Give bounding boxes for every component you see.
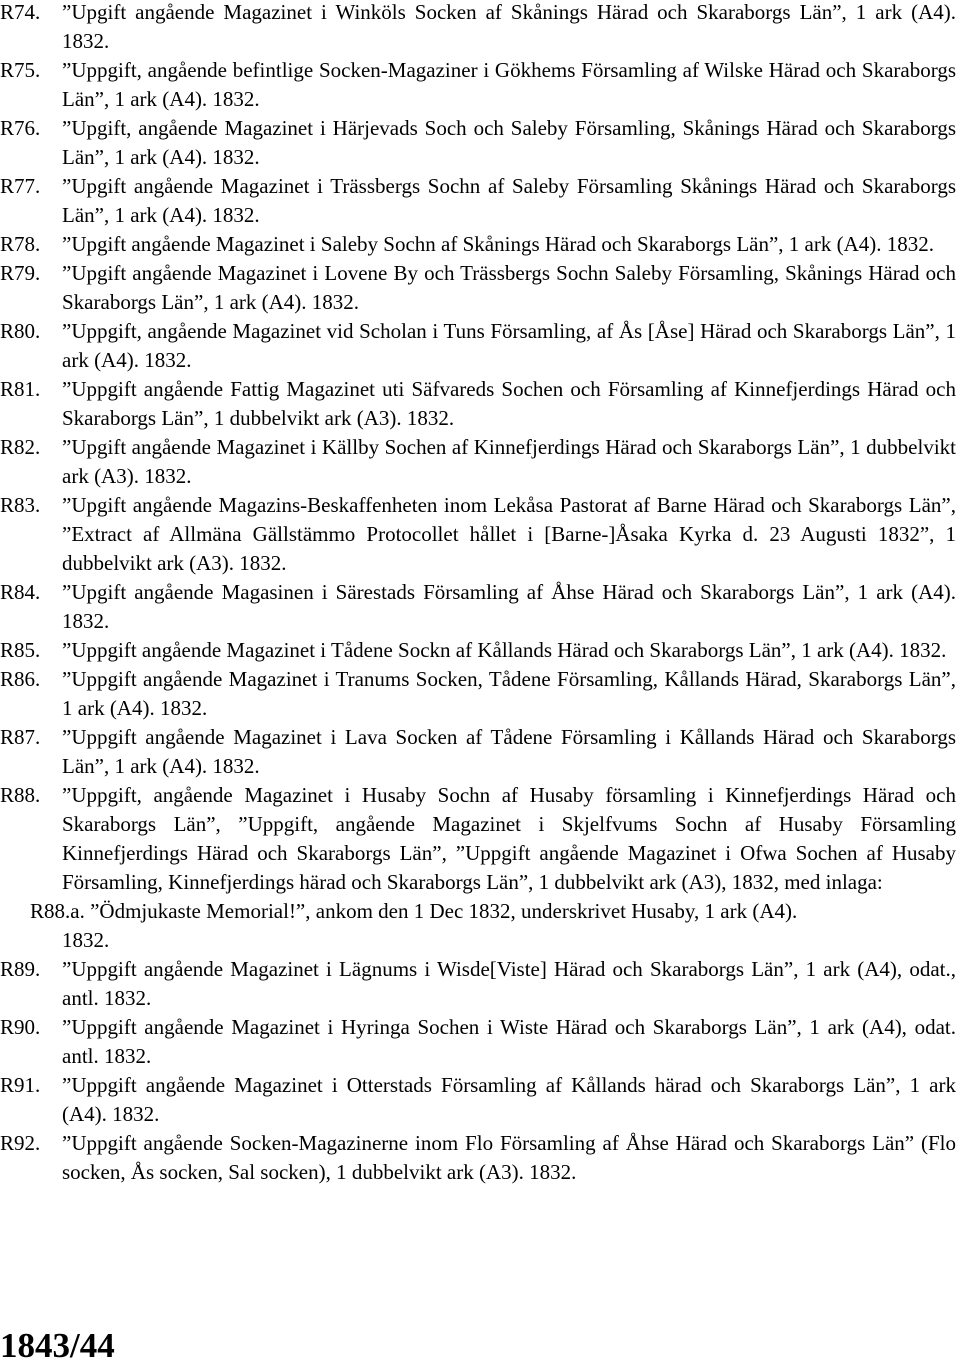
- entry-text: ”Uppgift angående Magazinet i Lava Socken af Tådene Församling i Kållands Härad och Skaraborgs Län”, 1 ark (A4). 1832.: [62, 725, 956, 778]
- entry-code: R79.: [0, 261, 41, 285]
- list-item-r85: [0, 636, 960, 665]
- list-item-r89: [0, 955, 960, 1013]
- list-item-r76: [0, 114, 960, 172]
- list-item-r87: [0, 723, 960, 781]
- entry-text: ”Upgift angående Magazinet i Winköls Socken af Skånings Härad och Skaraborgs Län”, 1 ark (A4). 1832.: [62, 0, 956, 53]
- entry-text: ”Uppgift angående Magazinet i Tranums Socken, Tådene Församling, Kållands Härad, Skaraborgs Län”, 1 ark (A4). 1832.: [62, 667, 956, 720]
- entry-text: ”Uppgift angående Fattig Magazinet uti Säfvareds Sochen och Församling af Kinnefjerdings Härad och Skaraborgs Län”, 1 dubbelvikt ark (A3). 1832.: [62, 377, 956, 430]
- entry-code: R90.: [0, 1015, 41, 1039]
- list-item-r81: [0, 375, 960, 433]
- entry-text: ”Uppgift, angående befintlige Socken-Magaziner i Gökhems Församling af Wilske Härad och Skaraborgs Län”, 1 ark (A4). 1832.: [62, 58, 956, 111]
- entry-code: R74.: [0, 0, 41, 24]
- entry-code: R77.: [0, 174, 41, 198]
- entry-text: ”Upgift angående Magazinet i Lovene By och Trässbergs Sochn Saleby Församling, Skånings Härad och Skaraborgs Län”, 1 ark (A4). 1832.: [62, 261, 956, 314]
- entry-continuation: 1832.: [62, 928, 110, 952]
- list-item-r79: [0, 259, 960, 317]
- entry-code: R76.: [0, 116, 41, 140]
- list-item-r77: [0, 172, 960, 230]
- list-item-r83: [0, 491, 960, 578]
- list-item-r88a: [0, 897, 960, 955]
- list-item-r75: [0, 56, 960, 114]
- entry-text: ”Upgift angående Magazinet i Källby Sochen af Kinnefjerdings Härad och Skaraborgs Län”, 1 dubbelvikt ark (A3). 1832.: [62, 435, 956, 488]
- sub-entry-first-line: [0, 897, 956, 926]
- list-item-r84: [0, 578, 960, 636]
- entry-text: ”Upgift angående Magasinen i Särestads Församling af Åhse Härad och Skaraborgs Län”, 1 ark (A4). 1832.: [62, 580, 956, 633]
- list-item-r88: [0, 781, 960, 897]
- entry-code: R85.: [0, 638, 41, 662]
- entry-text: ”Uppgift angående Magazinet i Otterstads Församling af Kållands härad och Skaraborgs Län”, 1 ark (A4). 1832.: [62, 1073, 956, 1126]
- entry-code: R89.: [0, 957, 41, 981]
- entry-code: R80.: [0, 319, 41, 343]
- entry-text: ”Uppgift angående Magazinet i Hyringa Sochen i Wiste Härad och Skaraborgs Län”, 1 ark (A4), odat. antl. 1832.: [62, 1015, 956, 1068]
- entry-code: R84.: [0, 580, 41, 604]
- entry-text: ”Upgift angående Magazins-Beskaffenheten inom Lekåsa Pastorat af Barne Härad och Skaraborgs Län”, ”Extract af Allmäna Gällstämmo Protocollet hållet i [Barne-]Åsaka Kyrka d. 23 Augusti 1832”, 1 dubbelvikt ark (A3). 1832.: [62, 493, 956, 575]
- entry-code: R91.: [0, 1073, 41, 1097]
- entry-code: R78.: [0, 232, 41, 256]
- section-heading: 1843/44: [0, 1326, 115, 1365]
- entry-text: ”Upgift, angående Magazinet i Härjevads Soch och Saleby Församling, Skånings Härad och Skaraborgs Län”, 1 ark (A4). 1832.: [62, 116, 956, 169]
- entry-code: R75.: [0, 58, 41, 82]
- list-item-r90: [0, 1013, 960, 1071]
- entry-text: ”Uppgift angående Socken-Magazinerne inom Flo Församling af Åhse Härad och Skaraborgs Län” (Flo socken, Ås socken, Sal socken), 1 dubbelvikt ark (A3). 1832.: [62, 1131, 956, 1184]
- entry-code: R88.: [0, 783, 41, 807]
- list-item-r80: [0, 317, 960, 375]
- entry-text: ”Upgift angående Magazinet i Trässbergs Sochn af Saleby Församling Skånings Härad och Skaraborgs Län”, 1 ark (A4). 1832.: [62, 174, 956, 227]
- entry-text: ”Upgift angående Magazinet i Saleby Sochn af Skånings Härad och Skaraborgs Län”, 1 ark (A4). 1832.: [62, 232, 935, 256]
- entry-code: R83.: [0, 493, 41, 517]
- entry-code: R81.: [0, 377, 41, 401]
- entry-text: ”Uppgift, angående Magazinet i Husaby Sochn af Husaby församling i Kinnefjerdings Härad och Skaraborgs Län”, ”Uppgift, angående Magazinet i Skjelfvums Sochn af Husaby Församling Kinnefjerdings Härad och Skaraborgs Län”, ”Uppgift angående Magazinet i Ofwa Sochen af Husaby Församling, Kinnefjerdings härad och Skaraborgs Län”, 1 dubbelvikt ark (A3), 1832, med inlaga:: [62, 783, 956, 894]
- entry-code: R92.: [0, 1131, 41, 1155]
- list-item-r91: [0, 1071, 960, 1129]
- entry-text: ”Uppgift angående Magazinet i Lägnums i Wisde[Viste] Härad och Skaraborgs Län”, 1 ark (A4), odat., antl. 1832.: [62, 957, 956, 1010]
- entry-text: ”Uppgift, angående Magazinet vid Scholan i Tuns Församling, af Ås [Åse] Härad och Skaraborgs Län”, 1 ark (A4). 1832.: [62, 319, 956, 372]
- entry-code: R86.: [0, 667, 41, 691]
- entry-code: R82.: [0, 435, 41, 459]
- entry-code: R87.: [0, 725, 41, 749]
- list-item-r74: [0, 0, 960, 56]
- list-item-r92: [0, 1129, 960, 1187]
- entry-text: ”Uppgift angående Magazinet i Tådene Sockn af Kållands Härad och Skaraborgs Län”, 1 ark (A4). 1832.: [62, 638, 947, 662]
- list-item-r86: [0, 665, 960, 723]
- list-item-r78: [0, 230, 960, 259]
- entry-text: ”Ödmjukaste Memorial!”, ankom den 1 Dec 1832, underskrivet Husaby, 1 ark (A4).: [90, 899, 798, 923]
- list-item-r82: [0, 433, 960, 491]
- entry-code: R88.a.: [30, 899, 85, 923]
